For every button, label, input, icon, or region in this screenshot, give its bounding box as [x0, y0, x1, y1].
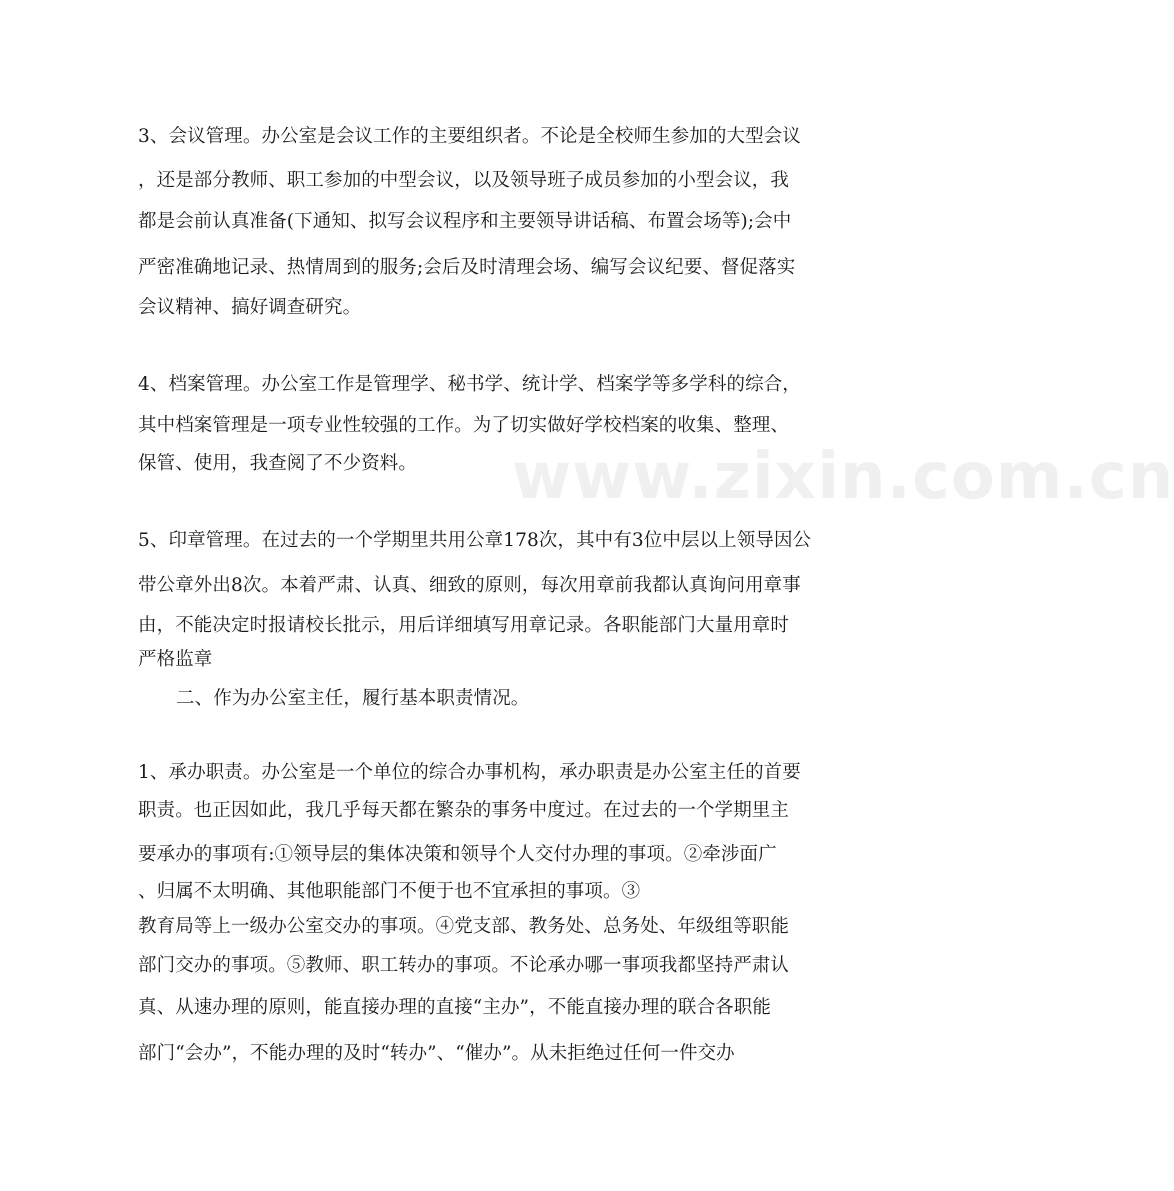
text-line: 严格监章	[138, 649, 213, 670]
text-line: 、归属不太明确、其他职能部门不便于也不宜承担的事项。③	[138, 881, 641, 902]
text-line: 带公章外出8次。本着严肃、认真、细致的原则，每次用章前我都认真询问用章事	[138, 575, 801, 596]
text-line: 其中档案管理是一项专业性较强的工作。为了切实做好学校档案的收集、整理、	[138, 415, 790, 436]
text-line: 5、印章管理。在过去的一个学期里共用公章178次，其中有3位中层以上领导因公	[138, 530, 812, 551]
text-line: 都是会前认真准备(下通知、拟写会议程序和主要领导讲话稿、布置会场等);会中	[138, 211, 792, 232]
section-heading-text: 二、作为办公室主任，履行基本职责情况。	[176, 688, 530, 709]
text-line: 真、从速办理的原则，能直接办理的直接“主办”，不能直接办理的联合各职能	[138, 997, 771, 1018]
text-line: 教育局等上一级办公室交办的事项。④党支部、教务处、总务处、年级组等职能	[138, 916, 790, 937]
text-line: 部门“会办”，不能办理的及时“转办”、“催办”。从未拒绝过任何一件交办	[138, 1043, 735, 1064]
text-line: 要承办的事项有:①领导层的集体决策和领导个人交付办理的事项。②牵涉面广	[138, 844, 777, 865]
text-line: 4、档案管理。办公室工作是管理学、秘书学、统计学、档案学等多学科的综合，	[138, 374, 801, 395]
text-line: 3、会议管理。办公室是会议工作的主要组织者。不论是全校师生参加的大型会议	[138, 126, 801, 147]
text-line: ，还是部分教师、职工参加的中型会议，以及领导班子成员参加的小型会议，我	[138, 170, 790, 191]
text-line: 保管、使用，我查阅了不少资料。	[138, 453, 418, 474]
text-line: 由，不能决定时报请校长批示，用后详细填写用章记录。各职能部门大量用章时	[138, 615, 790, 636]
text-line: 1、承办职责。办公室是一个单位的综合办事机构，承办职责是办公室主任的首要	[138, 762, 801, 783]
text-line: 部门交办的事项。⑤教师、职工转办的事项。不论承办哪一事项我都坚持严肃认	[138, 955, 790, 976]
text-line: 严密准确地记录、热情周到的服务;会后及时清理会场、编写会议纪要、督促落实	[138, 257, 796, 278]
text-line: 职责。也正因如此，我几乎每天都在繁杂的事务中度过。在过去的一个学期里主	[138, 800, 790, 821]
text-line: 会议精神、搞好调查研究。	[138, 297, 362, 318]
watermark: www.zixin.com.cn	[512, 440, 1174, 514]
